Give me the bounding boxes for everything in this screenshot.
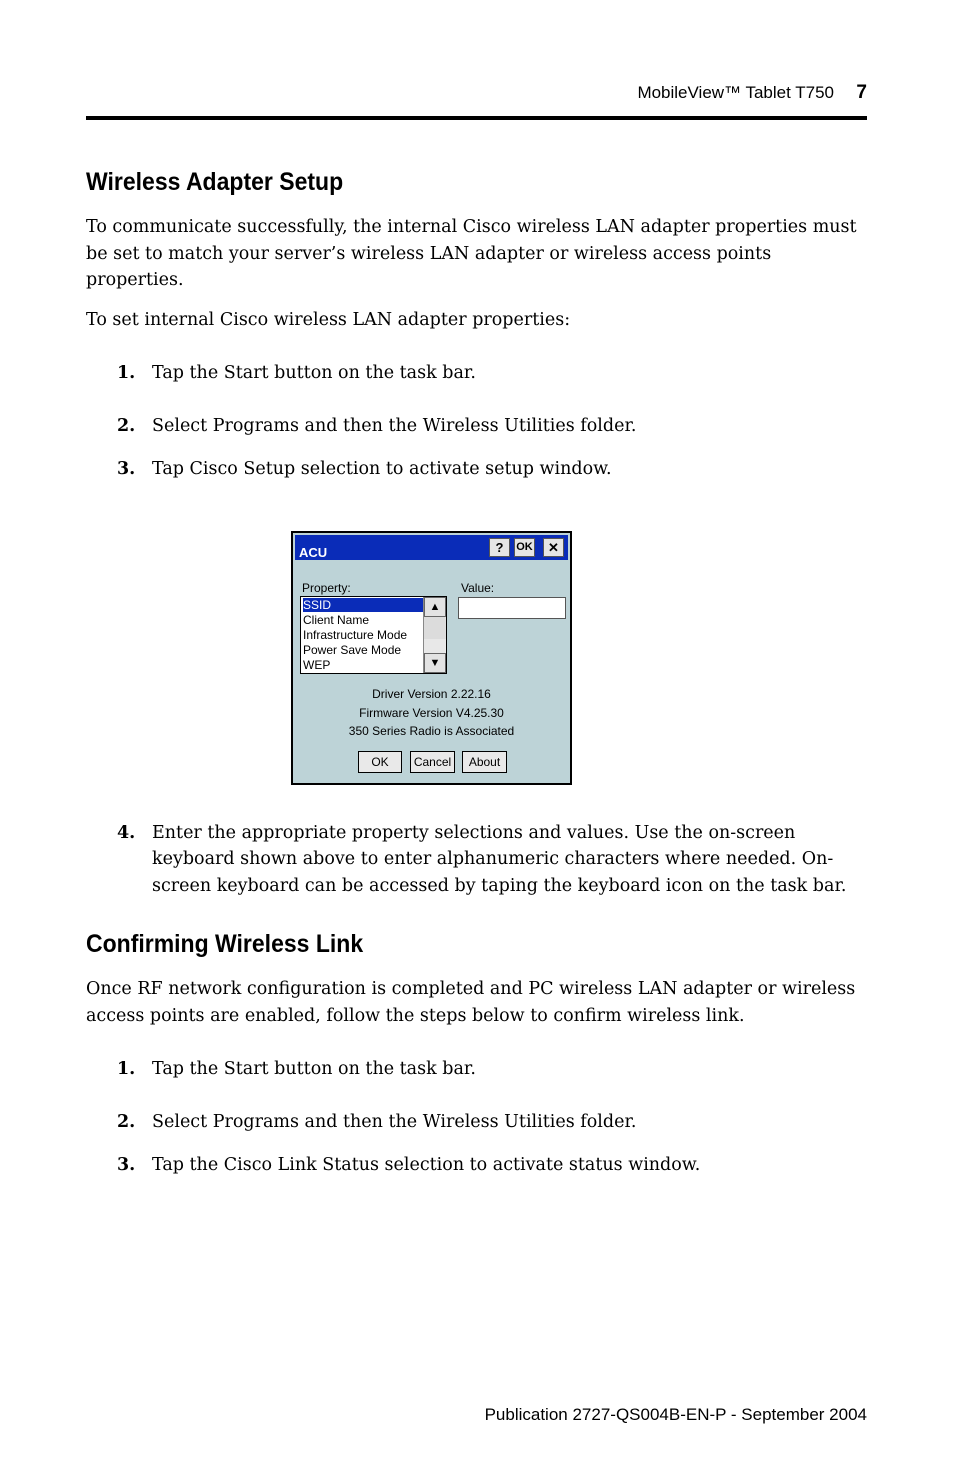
dialog-titlebar: [295, 535, 568, 560]
acu-dialog: [291, 531, 572, 785]
section2-step-2: [86, 1109, 868, 1136]
close-button[interactable]: ✕: [543, 538, 564, 557]
step-text: Tap Cisco Setup selection to activate setup window.: [152, 459, 612, 479]
radio-status: 350 Series Radio is Associated: [348, 723, 515, 738]
step-text: Tap the Cisco Link Status selection to activate status window.: [152, 1155, 701, 1175]
step-number: 3.: [117, 459, 136, 479]
section1-step-1: [86, 360, 868, 387]
step-text: Select Programs and then the Wireless Utilities folder.: [152, 415, 637, 436]
section1-intro: To communicate successfully, the internal Cisco wireless LAN adapter properties must be set to match your server’s wireless LAN adapter or wireless access points properties.: [86, 217, 857, 290]
value-label: Value:: [461, 580, 495, 595]
ok-button[interactable]: OK: [358, 751, 402, 773]
page-number: 7: [856, 82, 867, 103]
cancel-button[interactable]: Cancel: [410, 751, 455, 773]
dialog-title: ACU: [299, 544, 328, 560]
step-text: Select Programs and then the Wireless Utilities folder.: [152, 1111, 637, 1132]
list-item[interactable]: Power Save Mode: [303, 642, 402, 657]
value-input[interactable]: [458, 597, 566, 619]
step-number: 4.: [117, 822, 136, 843]
property-list-scrollbar[interactable]: [423, 597, 446, 673]
step-number: 3.: [117, 1155, 136, 1175]
section2-step-3: [86, 1152, 868, 1179]
section1-lead: To set internal Cisco wireless LAN adapter properties:: [86, 309, 571, 330]
step-text: Tap the Start button on the task bar.: [152, 1059, 476, 1079]
section2-step-1: [86, 1056, 868, 1083]
section-heading-confirming-wireless-link: Confirming Wireless Link: [86, 930, 364, 958]
header-rule: [86, 116, 867, 120]
step-number: 1.: [117, 363, 136, 383]
section1-step-2: [86, 413, 868, 440]
list-item[interactable]: WEP: [303, 657, 331, 672]
driver-version: Driver Version 2.22.16: [372, 686, 491, 701]
step-text: Tap the Start button on the task bar.: [152, 363, 476, 383]
scroll-thumb[interactable]: [424, 617, 446, 639]
list-item[interactable]: SSID: [303, 598, 424, 612]
step-number: 2.: [117, 1111, 136, 1132]
section-heading-wireless-adapter-setup: Wireless Adapter Setup: [86, 168, 344, 196]
about-button[interactable]: About: [462, 751, 507, 773]
publication-footer: Publication 2727-QS004B-EN-P - September 2004: [484, 1405, 867, 1424]
title-ok-button[interactable]: OK: [514, 538, 535, 557]
section1-step-4: [86, 820, 868, 900]
property-list[interactable]: [300, 596, 447, 674]
step-text: Enter the appropriate property selections and values. Use the on-screen keyboard shown above to enter alphanumeric characters where needed. On-screen keyboard can be accessed by taping the keyboard icon on the task bar.: [152, 822, 847, 896]
property-label: Property:: [302, 580, 351, 595]
section1-step-3: [86, 456, 868, 483]
step-number: 2.: [117, 415, 136, 436]
main-content: [86, 164, 868, 1179]
help-button[interactable]: ?: [489, 538, 510, 557]
header-title: MobileView™ Tablet T750: [637, 83, 834, 102]
scroll-down-arrow-icon[interactable]: ▼: [424, 653, 446, 673]
firmware-version: Firmware Version V4.25.30: [359, 705, 504, 720]
list-item[interactable]: Client Name: [303, 612, 370, 627]
running-header: [86, 80, 867, 110]
section2-intro: Once RF network configuration is completed and PC wireless LAN adapter or wireless access points are enabled, follow the steps below to confirm wireless link.: [86, 979, 856, 1026]
list-item[interactable]: Infrastructure Mode: [303, 627, 408, 642]
step-number: 1.: [117, 1059, 136, 1079]
acu-figure: [86, 483, 868, 793]
scroll-up-arrow-icon[interactable]: ▲: [424, 597, 446, 617]
